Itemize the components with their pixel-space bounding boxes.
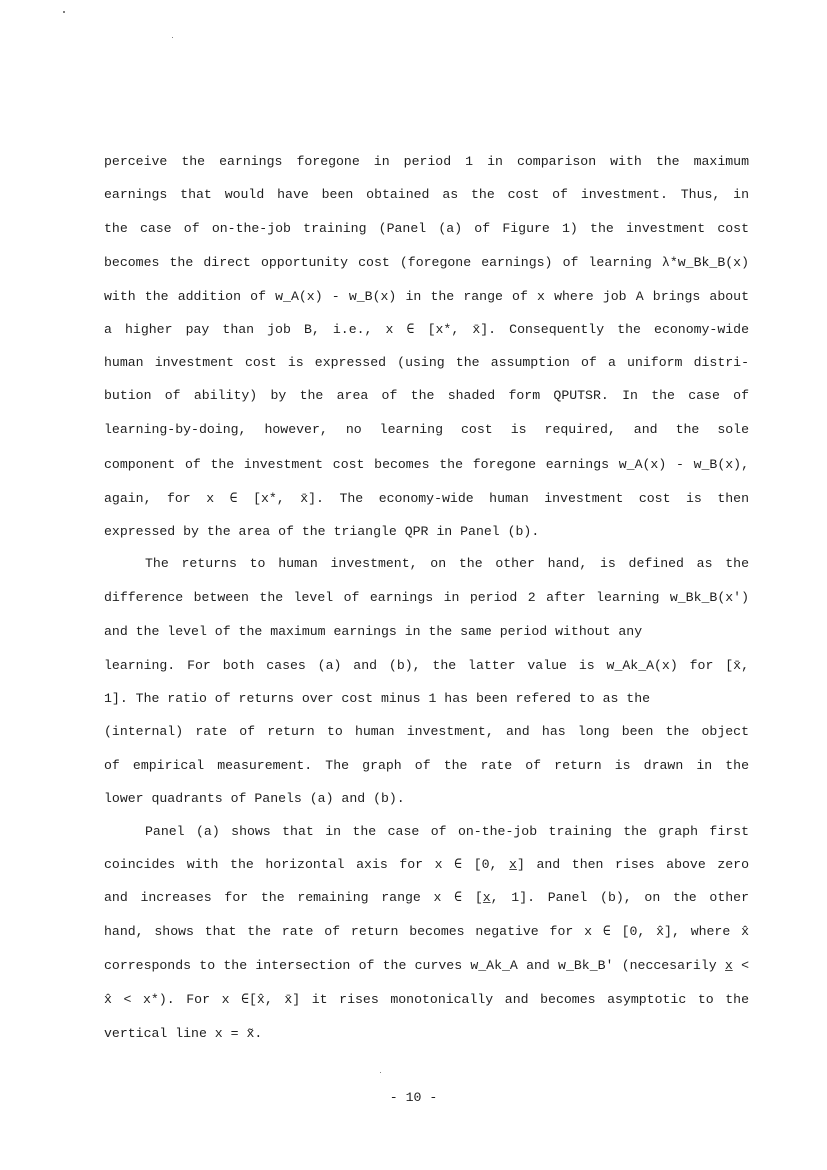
text-line: component of the investment cost becomes the foregone earnings w_A(x) - w_B(x), — [104, 457, 749, 472]
text-line: expressed by the area of the triangle QPR in Panel (b). — [104, 524, 540, 539]
text-line: (internal) rate of return to human investment, and has long been the object — [104, 724, 749, 739]
text-line: a higher pay than job B, i.e., x ∈ [x*, x̄]. Consequently the economy-wide — [104, 322, 749, 337]
page-number: - 10 - — [389, 1090, 438, 1105]
text-line: learning. For both cases (a) and (b), the latter value is w_Ak_A(x) for [x̄, — [104, 658, 749, 673]
text-line: difference between the level of earnings in period 2 after learning w_Bk_B(x′) — [104, 590, 749, 605]
text-line: perceive the earnings foregone in period 1 in comparison with the maximum — [104, 154, 749, 169]
text-line: and increases for the remaining range x ∈ [x̲, 1]. Panel (b), on the other — [104, 890, 749, 905]
text-line: again, for x ∈ [x*, x̄]. The economy-wide human investment cost is then — [104, 491, 749, 506]
text-line: corresponds to the intersection of the curves w_Ak_A and w_Bk_B′ (neccesarily x̲ < — [104, 958, 749, 973]
scan-speck — [63, 11, 65, 13]
text-line: of empirical measurement. The graph of the rate of return is drawn in the — [104, 758, 749, 773]
text-line: lower quadrants of Panels (a) and (b). — [104, 791, 405, 806]
text-line: hand, shows that the rate of return becomes negative for x ∈ [0, x̂], where x̂ — [104, 924, 749, 939]
paragraph-first-line: Panel (a) shows that in the case of on-the-job training the graph first — [145, 824, 749, 839]
text-line: learning-by-doing, however, no learning cost is required, and the sole — [104, 422, 749, 437]
text-line: 1]. The ratio of returns over cost minus 1 has been refered to as the — [104, 691, 651, 706]
text-line: earnings that would have been obtained as the cost of investment. Thus, in — [104, 187, 749, 202]
scan-speck — [172, 37, 173, 38]
text-line: becomes the direct opportunity cost (foregone earnings) of learning λ*w_Bk_B(x) — [104, 255, 749, 270]
text-line: x̂ < x*). For x ∈[x̂, x̄] it rises monotonically and becomes asymptotic to the — [104, 992, 749, 1007]
text-line: with the addition of w_A(x) - w_B(x) in the range of x where job A brings about — [104, 289, 749, 304]
paragraph-first-line: The returns to human investment, on the other hand, is defined as the — [145, 556, 749, 571]
text-line: coincides with the horizontal axis for x ∈ [0, x̲] and then rises above zero — [104, 857, 749, 872]
text-line: human investment cost is expressed (using the assumption of a uniform distri- — [104, 355, 749, 370]
text-line: the case of on-the-job training (Panel (a) of Figure 1) the investment cost — [104, 221, 749, 236]
text-line: vertical line x = x̃. — [104, 1026, 263, 1041]
scan-speck — [380, 1072, 381, 1073]
text-line: bution of ability) by the area of the shaded form QPUTSR. In the case of — [104, 388, 749, 403]
text-line: and the level of the maximum earnings in the same period without any — [104, 624, 643, 639]
